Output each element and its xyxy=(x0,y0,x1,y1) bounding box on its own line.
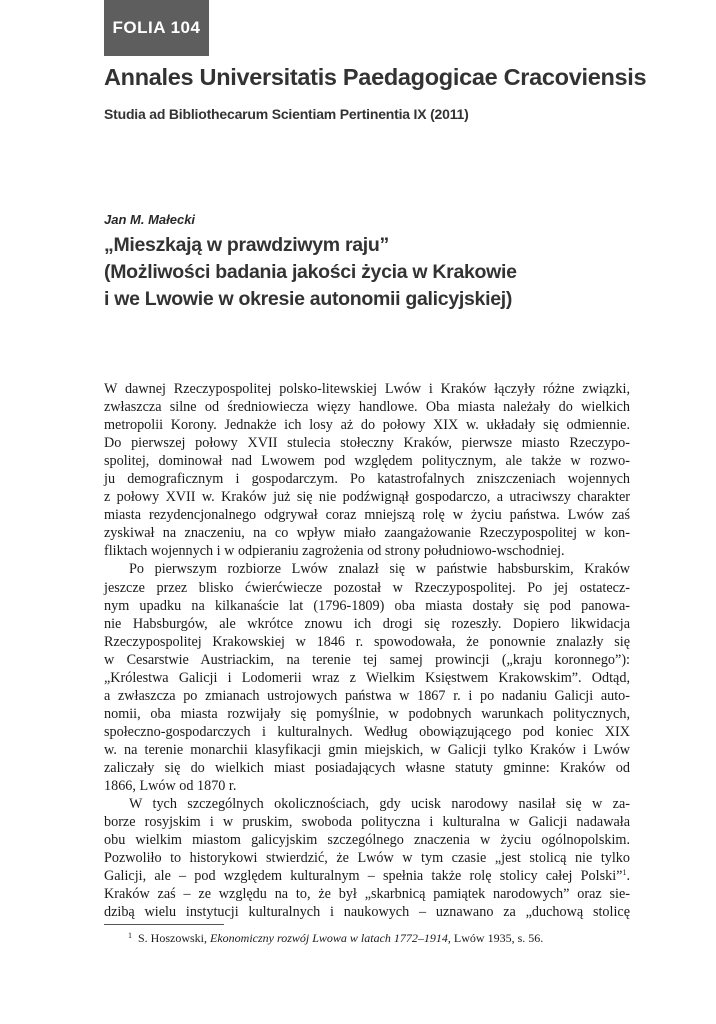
body-line: z połowy XVII w. Kraków już się nie podźwignął gospodarczo, a utraciwszy charakter xyxy=(104,489,630,506)
footnote xyxy=(128,928,628,946)
body-line: w Cesarstwie Austriackim, na terenie tej samej prowincji („kraju koronnego”): xyxy=(104,651,630,668)
journal-title: Annales Universitatis Paedagogicae Cracoviensis xyxy=(104,64,647,90)
body-line: spolitej, dominował nad Lwowem pod względem politycznym, ale także w rozwo- xyxy=(104,453,630,470)
body-line: Po pierwszym rozbiorze Lwów znalazł się w państwie habsburskim, Kraków xyxy=(129,561,630,578)
footnote-prefix: S. Hoszowski, xyxy=(138,931,211,945)
body-line: jeszcze przez blisko ćwierćwiecze pozostał w Rzeczypospolitej. Po jej ostatecz- xyxy=(104,579,630,596)
body-line: W dawnej Rzeczypospolitej polsko-litewskiej Lwów i Kraków łączyły różne związki, xyxy=(104,381,630,397)
body-line: Rzeczypospolitej Krakowskiej w 1846 r. spowodowała, że ponownie znalazły się xyxy=(104,633,630,650)
folio-badge xyxy=(104,0,209,56)
body-line: nomii, oba miasta rozwijały się pomyślnie, w podobnych warunkach politycznych, xyxy=(104,705,630,722)
body-line: zwłaszcza silne od średniowiecza więzy handlowe. Oba miasta należały do wielkich xyxy=(104,399,630,416)
body-line: miasta rezydencjonalnego odgrywał coraz mniejszą rolę w życiu państwa. Lwów zaś xyxy=(104,507,630,524)
article-title-line: (Możliwości badania jakości życia w Krakowie xyxy=(104,261,517,283)
body-line: borze rosyjskim i w pruskim, swoboda polityczna i kulturalna w Galicji nadawała xyxy=(104,814,630,831)
body-line: nie Habsburgów, ale wkrótce znowu ich drogi się rozeszły. Dopiero likwidacja xyxy=(104,615,630,632)
body-line: Kraków zaś – ze względu na to, że był „skarbnicą pamiątek narodowych” oraz sie- xyxy=(104,886,630,903)
article-body xyxy=(104,380,630,921)
body-line: zyskiwał na znaczeniu, na co wpływ miało zaangażowanie Rzeczypospolitej w kon- xyxy=(104,525,630,542)
body-line: nym upadku na kilkanaście lat (1796-1809) oba miasta dostały się pod panowa- xyxy=(104,597,630,614)
folio-label: FOLIA 104 xyxy=(112,18,201,37)
body-line: w. na terenie monarchii klasyfikacji gmin miejskich, w Galicji tylko Kraków i Lwów xyxy=(104,741,630,758)
article-title-line: i we Lwowie w okresie autonomii galicyjskiej) xyxy=(104,288,513,310)
body-line: fliktach wojennych i w odpieraniu zagrożenia od strony południowo-wschodniej. xyxy=(104,543,565,560)
body-line: ju demograficznym i gospodarczym. Po katastrofalnych zniszczeniach wojennych xyxy=(104,471,630,488)
body-line: dzibą wielu instytucji kulturalnych i naukowych – uznawano za „duchową stolicę xyxy=(104,904,630,921)
footnote-number: 1 xyxy=(128,931,132,940)
body-line-text: Galicji, ale – pod względem kulturalnym – spełnia także rolę stolicy całej Polski” xyxy=(104,868,623,885)
article-author: Jan M. Małecki xyxy=(104,212,196,227)
footnote-ref[interactable]: 1 xyxy=(622,868,627,878)
body-line: obu wielkim miastom galicyjskim szczególnego znaczenia w życiu ogólnopolskim. xyxy=(104,832,630,849)
article-title xyxy=(104,232,664,313)
article-title-line: „Mieszkają w prawdziwym raju” xyxy=(104,234,389,256)
body-line: Pozwoliło to historykowi stwierdzić, że Lwów w tym czasie „jest stolicą nie tylko xyxy=(104,850,630,867)
body-line: W tych szczególnych okolicznościach, gdy ucisk narodowy nasilał się w za- xyxy=(129,796,630,813)
body-line: społeczno-gospodarczych i kulturalnych. Według obowiązującego pod koniec XIX xyxy=(104,723,630,740)
body-line-with-footnote-ref: Galicji, ale – pod względem kulturalnym – spełnia także rolę stolicy całej Polski”$^1$. xyxy=(104,868,630,885)
body-line: zaliczały się do wielkich miast posiadających własne statuty gminne: Kraków od xyxy=(104,759,630,776)
body-line: „Królestwa Galicji i Lodomerii wraz z Wielkim Księstwem Krakowskim”. Odtąd, xyxy=(104,669,630,686)
footnote-title: Ekonomiczny rozwój Lwowa w latach 1772–1914 xyxy=(210,931,448,945)
footnote-divider xyxy=(104,924,224,925)
journal-subtitle: Studia ad Bibliothecarum Scientiam Pertinentia IX (2011) xyxy=(104,106,469,122)
body-line: metropolii Korony. Jednakże ich losy aż do połowy XIX w. układały się odmiennie. xyxy=(104,417,630,434)
footnote-suffix: , Lwów 1935, s. 56. xyxy=(447,931,544,945)
body-line: Do pierwszej połowy XVII stulecia stołeczny Kraków, pierwsze miasto Rzeczypo- xyxy=(104,435,630,452)
body-line: 1866, Lwów od 1870 r. xyxy=(104,778,237,795)
body-line: a zwłaszcza po zmianach ustrojowych państwa w 1867 r. i po nadaniu Galicji auto- xyxy=(104,687,630,704)
